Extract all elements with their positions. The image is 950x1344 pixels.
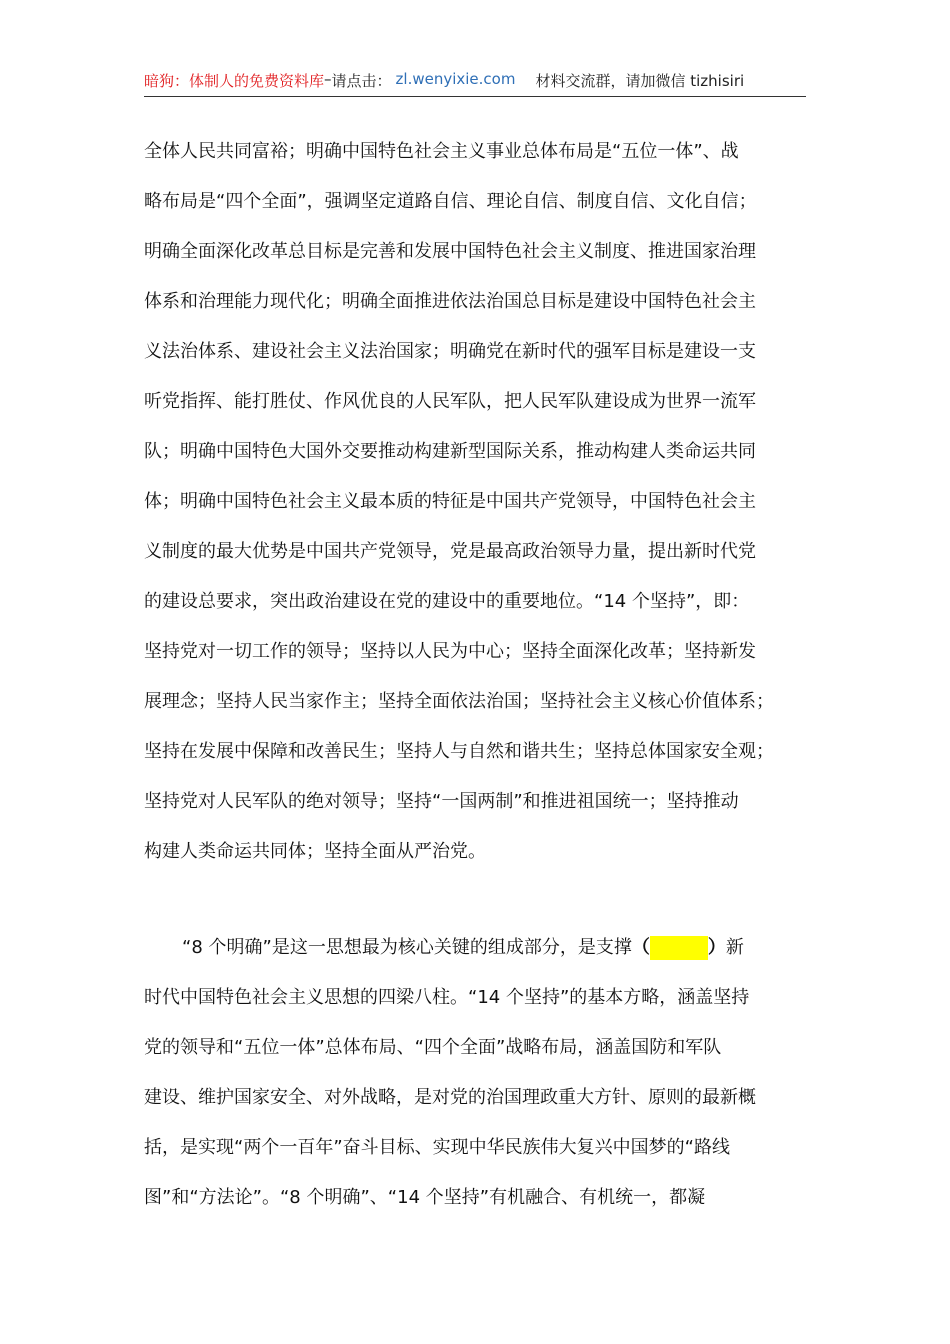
text-line: 建设、维护国家安全、对外战略，是对党的治国理政重大方针、原则的最新概 [144,1087,756,1108]
text-line: 构建人类命运共同体；坚持全面从严治党。 [144,841,486,862]
text-line: 时代中国特色社会主义思想的四梁八柱。“14 个坚持”的基本方略，涵盖坚持 [144,987,750,1008]
text-line: 队；明确中国特色大国外交要推动构建新型国际关系，推动构建人类命运共同 [144,441,756,462]
text-before-blank: “8 个明确”是这一思想最为核心关键的组成部分，是支撑 [182,937,632,958]
text-line: 坚持党对人民军队的绝对领导；坚持“一国两制”和推进祖国统一；坚持推动 [144,791,739,812]
paragraph-1 [144,138,816,888]
text-line: 党的领导和“五位一体”总体布局、“四个全面”战略布局，涵盖国防和军队 [144,1037,722,1058]
text-line: 括，是实现“两个一百年”奋斗目标、实现中华民族伟大复兴中国梦的“路线 [144,1137,730,1158]
open-paren: （ [631,937,650,958]
text-line: 体；明确中国特色社会主义最本质的特征是中国共产党领导，中国特色社会主 [144,491,756,512]
site-name: 暗狗：体制人的免费资料库 [144,72,325,90]
page-header [144,70,806,97]
paragraph-2 [144,934,816,1234]
fill-in-blank[interactable] [650,936,708,960]
header-prompt: 请点击： [331,72,392,90]
first-line [144,934,816,984]
close-paren: ） [707,937,726,958]
text-line: 展理念；坚持人民当家作主；坚持全面依法治国；坚持社会主义核心价值体系； [144,691,774,712]
site-link[interactable]: zl.wenyixie.com [395,70,516,88]
text-line: 坚持在发展中保障和改善民生；坚持人与自然和谐共生；坚持总体国家安全观； [144,741,774,762]
text-line: 明确全面深化改革总目标是完善和发展中国特色社会主义制度、推进国家治理 [144,241,756,262]
text-line: 听党指挥、能打胜仗、作风优良的人民军队，把人民军队建设成为世界一流军 [144,391,756,412]
text-line: 的建设总要求，突出政治建设在党的建设中的重要地位。“14 个坚持”，即： [144,591,750,612]
text-line: 略布局是“四个全面”，强调坚定道路自信、理论自信、制度自信、文化自信； [144,191,757,212]
text-after-blank: 新 [725,937,744,958]
text-line: 义法治体系、建设社会主义法治国家；明确党在新时代的强军目标是建设一支 [144,341,756,362]
text-line: 义制度的最大优势是中国共产党领导，党是最高政治领导力量，提出新时代党 [144,541,756,562]
wechat-note: 材料交流群，请加微信 tizhisiri [535,72,745,90]
text-line: 图”和“方法论”。“8 个明确”、“14 个坚持”有机融合、有机统一，都凝 [144,1187,706,1208]
text-line: 坚持党对一切工作的领导；坚持以人民为中心；坚持全面深化改革；坚持新发 [144,641,756,662]
text-line: 全体人民共同富裕；明确中国特色社会主义事业总体布局是“五位一体”、战 [144,141,739,162]
header-dash: – [324,70,332,88]
text-line: 体系和治理能力现代化；明确全面推进依法治国总目标是建设中国特色社会主 [144,291,756,312]
